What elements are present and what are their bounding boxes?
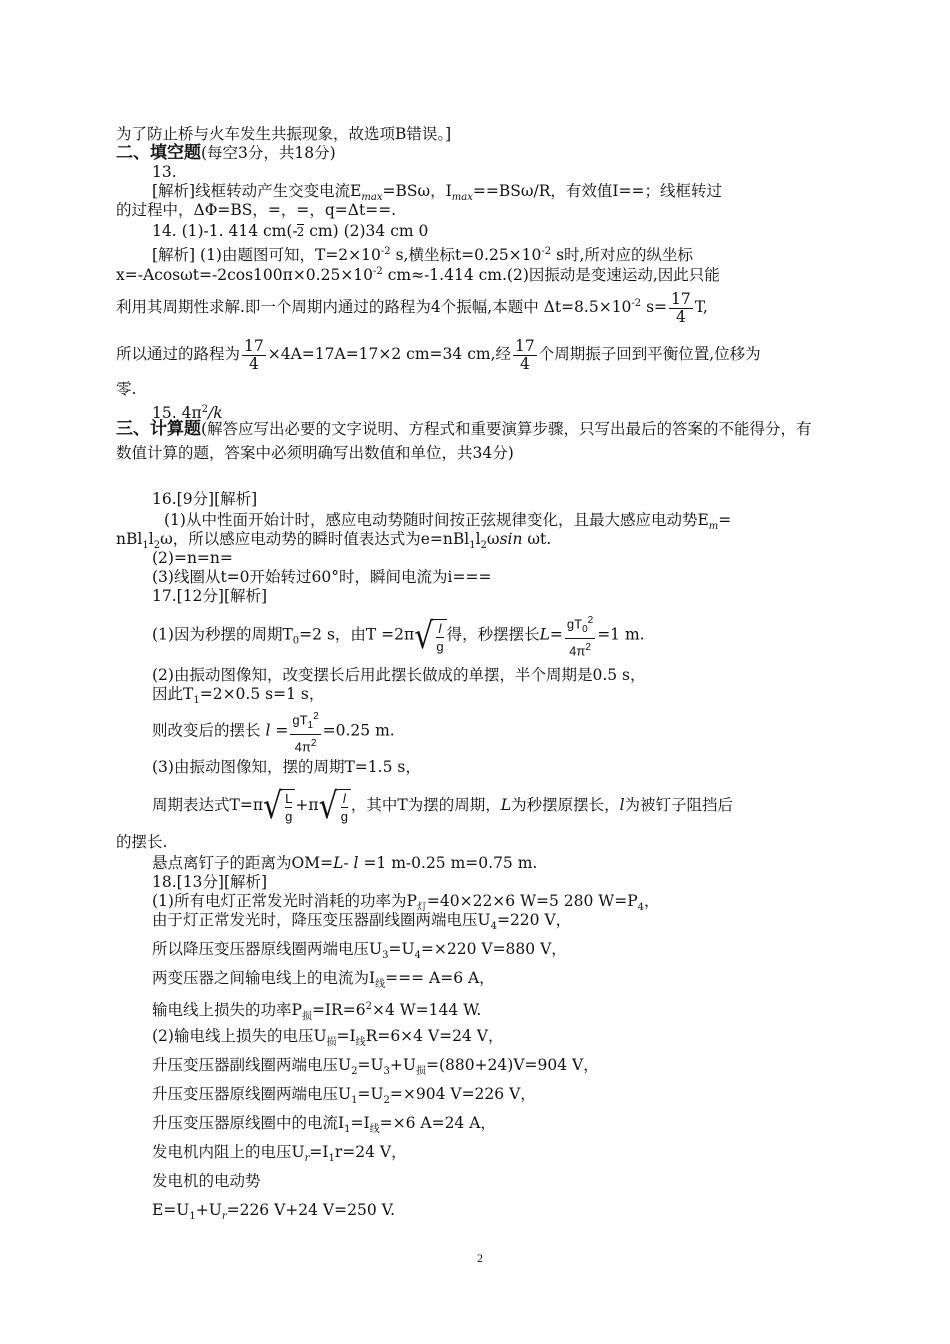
superscript: -2 <box>541 246 552 257</box>
text-run: =I <box>336 1027 356 1045</box>
text-line: 为了防止桥与火车发生共振现象，故选项B错误。] <box>116 125 452 143</box>
text-run: 升压变压器原线圈两端电压U <box>152 1085 352 1103</box>
text-run: +U <box>389 1056 416 1074</box>
question-number: 18.[13分][解析] <box>152 873 268 891</box>
text-line <box>152 1055 599 1082</box>
subscript: max <box>361 192 383 204</box>
text-line <box>152 1113 496 1140</box>
text-run: s= <box>641 298 668 317</box>
subscript: 1 <box>142 540 149 552</box>
text-run: =U <box>388 940 415 958</box>
text-run: =2 s，由T =2π <box>299 625 415 644</box>
subscript: 灯 <box>416 902 427 914</box>
subscript: 线 <box>355 1037 366 1049</box>
text-run: 所以通过的路程为 <box>116 345 241 363</box>
text-run: =×220 V=880 V， <box>420 940 567 958</box>
text-run: E=U <box>152 1201 190 1219</box>
text-run: =2×0.5 s=1 s， <box>199 685 325 703</box>
text-run: 周期表达式T=π <box>152 796 264 814</box>
text-run: 15. 4π <box>152 404 202 423</box>
text-run: r=24 V， <box>334 1143 407 1161</box>
numerator: 17 <box>515 336 535 355</box>
subscript: 线 <box>375 979 386 991</box>
numerator: 17 <box>671 289 691 308</box>
text-line: (3)线圈从t=0开始转过60°时，瞬间电流为i=== <box>152 568 492 586</box>
superscript: 2 <box>201 404 209 415</box>
text-run: +π <box>295 796 319 814</box>
fraction <box>242 338 266 373</box>
text-run: ==BSω/R，有效值I==；线框转过 <box>472 182 722 200</box>
subscript: max <box>451 192 473 204</box>
text-run: =40×22×6 W=5 280 W=P <box>426 892 638 910</box>
text-line: 零. <box>116 380 137 398</box>
text-line <box>116 336 761 373</box>
text-run: +U <box>195 1201 222 1219</box>
text-line: 的摆长. <box>116 833 168 851</box>
text-line <box>152 968 495 995</box>
denominator: 4 <box>248 354 259 373</box>
text-line <box>152 221 428 242</box>
text-run: =220 V， <box>496 911 572 929</box>
text-run: (1)所有电灯正常发光时消耗的功率为P <box>152 892 417 910</box>
section-heading <box>116 143 336 163</box>
text-line <box>116 286 708 326</box>
section-heading <box>116 419 812 439</box>
text-run: =BSω，I <box>382 182 452 200</box>
text-run: 两变压器之间输电线上的电流为I <box>152 969 376 987</box>
text-run: sin <box>499 530 523 548</box>
section-title: 三、计算题 <box>116 419 201 439</box>
text-run: =IR=6 <box>311 1001 366 1020</box>
question-number: 17.[12分][解析] <box>152 587 268 605</box>
text-run: l <box>148 530 154 548</box>
text-run: ，其中T为摆的周期， <box>350 796 501 814</box>
text-run: =1 m. <box>597 625 645 644</box>
text-run: 则改变后的摆长 <box>152 721 261 740</box>
section-title: 二、填空题 <box>116 143 201 163</box>
text-line: (2)=n=n= <box>152 549 233 567</box>
text-run: cm) (2)34 cm 0 <box>304 222 429 240</box>
text-run: s,横坐标t=0.25×10 <box>390 246 542 265</box>
text-line <box>152 1026 503 1053</box>
text-run: - <box>343 854 354 872</box>
text-run: T, <box>694 298 708 317</box>
fraction: $\frac{gT_1^2}{4\pi^2}$ <box>290 708 320 755</box>
text-run: = <box>718 511 732 529</box>
numerator: 17 <box>244 336 264 355</box>
text-run: [解析]线框转动产生交变电流E <box>152 182 362 200</box>
subscript: 3 <box>383 1066 390 1078</box>
text-line <box>152 997 481 1027</box>
text-line <box>152 1142 407 1169</box>
text-run: [解析] (1)由题图可知，T=2×10 <box>152 246 381 265</box>
superscript: 2 <box>365 1001 372 1012</box>
text-run: 悬点离钉子的距离为OM= <box>152 854 334 872</box>
sqrt-value: 2 <box>296 225 305 239</box>
subscript: 1 <box>328 1153 335 1165</box>
subscript: 2 <box>153 540 161 552</box>
superscript: -2 <box>373 266 383 277</box>
page-number: 2 <box>477 1251 483 1265</box>
text-run: ω，所以感应电动势的瞬时值表达式为e=nBl <box>160 530 470 548</box>
text-line: (2)由振动图像知，改变摆长后用此摆长做成的单摆，半个周期是0.5 s， <box>152 666 646 684</box>
denominator: 4 <box>675 307 686 326</box>
text-line <box>152 1200 395 1227</box>
subscript: 3 <box>382 950 389 962</box>
question-number: 13. <box>152 163 177 181</box>
text-run: =×6 A=24 A， <box>379 1114 496 1132</box>
text-run: cm≈-1.414 cm.(2)因振动是变速运动,因此只能 <box>382 266 720 285</box>
text-run: 14. (1)-1. 414 cm(- <box>152 222 298 240</box>
subscript: 4 <box>637 902 645 914</box>
subscript: 4 <box>414 950 421 962</box>
text-run: =0.25 m. <box>322 721 395 740</box>
text-line: 则改变后的摆长 l = $\frac{gT_1^2}{4\pi^2}$ =0.25 m. <box>152 708 395 755</box>
text-line: 发电机的电动势 <box>152 1172 261 1190</box>
superscript: -2 <box>380 246 391 257</box>
text-run: === A=6 A， <box>385 969 495 987</box>
subscript: r <box>221 1211 227 1223</box>
subscript: 损 <box>326 1037 337 1049</box>
fraction: $\frac{gT_0^2}{4\pi^2}$ <box>565 612 595 659</box>
text-line <box>152 910 571 937</box>
text-run: (1)从中性面开始计时，感应电动势随时间按正弦规律变化，且最大感应电动势E <box>164 511 709 529</box>
subscript: 2 <box>480 540 487 552</box>
text-run: 输电线上损失的功率P <box>152 1001 302 1020</box>
text-run: ×4 W=144 W. <box>371 1001 482 1020</box>
text-line <box>152 939 567 966</box>
text-run: nBl <box>116 530 143 548</box>
text-run: =1 m-0.25 m=0.75 m. <box>358 854 538 872</box>
text-run: =(880+24)V=904 V， <box>425 1056 599 1074</box>
text-run: =226 V+24 V=250 V. <box>226 1201 396 1219</box>
fraction <box>513 338 537 373</box>
text-run: x=-Acosωt=-2cos100π×0.25×10 <box>116 266 374 285</box>
sqrt-L-over-g: √ $\frac{L}{g}$ <box>263 783 295 829</box>
text-run: 因此T <box>152 685 194 703</box>
text-run: ×4A=17A=17×2 cm=34 cm,经 <box>267 345 512 363</box>
text-run: 发电机内阻上的电压U <box>152 1143 305 1161</box>
subscript: 0 <box>292 635 300 647</box>
subscript: 线 <box>369 1124 380 1136</box>
text-run: ωt. <box>522 530 552 548</box>
text-run: (1)因为秒摆的周期T <box>152 625 293 644</box>
fraction <box>669 291 693 326</box>
text-line: 悬点离钉子的距离为OM=L- l =1 m-0.25 m=0.75 m. <box>152 854 538 872</box>
subscript: 损 <box>301 1011 312 1023</box>
text-run: =×904 V=226 V， <box>389 1085 536 1103</box>
section-note: (解答应写出必要的文字说明、方程式和重要演算步骤，只写出最后的答案的不能得分，有 <box>201 420 812 438</box>
subscript: 1 <box>351 1095 358 1107</box>
text-line: 数值计算的题，答案中必须明确写出数值和单位，共34分) <box>116 444 514 462</box>
text-run: 为被钉子阻挡后 <box>624 796 734 814</box>
section-note: (每空3分，共18分) <box>201 144 336 162</box>
text-run: (2)输电线上损失的电压U <box>152 1027 327 1045</box>
text-run: 为秒摆原摆长， <box>511 796 620 814</box>
text-run: 得，秒摆摆长 <box>446 625 540 644</box>
text-run: =I <box>309 1143 329 1161</box>
subscript: 2 <box>351 1066 358 1078</box>
text-run: 个周期振子回到平衡位置,位移为 <box>538 345 761 363</box>
subscript: 1 <box>189 1211 196 1223</box>
subscript: 损 <box>415 1066 426 1078</box>
text-line <box>116 262 720 285</box>
subscript: 2 <box>383 1095 390 1107</box>
sqrt-l-over-g: √ $\frac{l}{g}$ <box>414 614 446 658</box>
text-line: (1)所有电灯正常发光时消耗的功率为$P_灯=40\times 22\times 6$ W=5 280 $W=P_4$， <box>152 892 660 914</box>
text-run: 升压变压器副线圈两端电压U <box>152 1056 352 1074</box>
sqrt-l-over-g: √ $\frac{l}{g}$ <box>319 783 351 829</box>
text-run: 升压变压器原线圈中的电流I <box>152 1114 345 1132</box>
subscript: r <box>304 1153 310 1165</box>
subscript: 1 <box>469 540 476 552</box>
text-run: s时,所对应的纵坐标 <box>551 246 693 265</box>
text-run: l <box>475 530 481 548</box>
text-line: (1)因为秒摆的周期$T_0=2$ s，由T =2π√ $\frac{l}{g}$ 得，秒摆摆长L= $\frac{gT_0^2}{4\pi^2}$ =1 m. <box>152 612 645 664</box>
text-run: 由于灯正常发光时，降压变压器副线圈两端电压U <box>152 911 491 929</box>
text-run: =U <box>357 1085 384 1103</box>
text-line: 的过程中，ΔΦ=BS，=，=，q=Δt==. <box>116 201 397 219</box>
denominator: 4 <box>519 354 530 373</box>
text-run: 利用其周期性求解.即一个周期内通过的路程为4个振幅,本题中 Δt=8.5×10 <box>116 298 632 317</box>
text-run: =U <box>357 1056 384 1074</box>
text-line: (3)由振动图像知，摆的周期T=1.5 s， <box>152 758 421 776</box>
text-run: =I <box>350 1114 370 1132</box>
question-number: 16.[9分][解析] <box>152 490 258 508</box>
superscript: -2 <box>631 298 642 309</box>
text-run: ω <box>486 530 500 548</box>
text-line: 周期表达式T=π√ $\frac{L}{g}$ +π√ $\frac{l}{g}$ ，其中T为摆的周期，L为秒摆原摆长，l为被钉子阻挡后 <box>152 782 733 829</box>
subscript: m <box>708 521 719 533</box>
text-line <box>152 1084 536 1111</box>
subscript: 4 <box>490 921 497 933</box>
text-run: 所以降压变压器原线圈两端电压U <box>152 940 383 958</box>
subscript: 1 <box>344 1124 351 1136</box>
text-run: R=6×4 V=24 V， <box>365 1027 504 1045</box>
subscript: 1 <box>193 695 200 707</box>
text-run: /k <box>208 404 223 423</box>
